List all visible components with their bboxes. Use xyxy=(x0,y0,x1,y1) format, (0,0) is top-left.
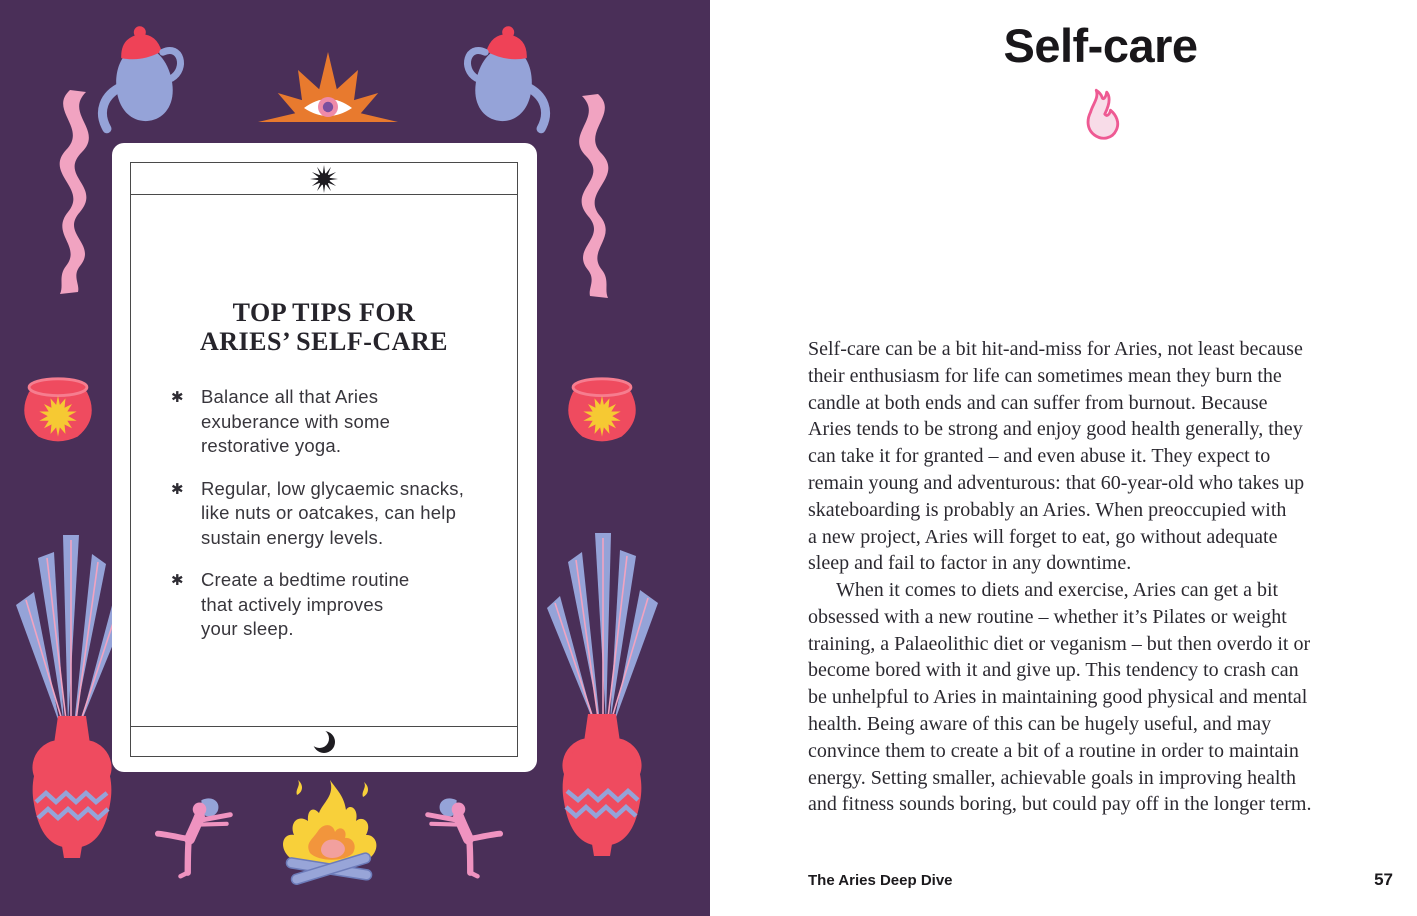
aloe-plant-vase-icon xyxy=(536,528,666,863)
card-header xyxy=(131,163,517,195)
page-title: Self-care xyxy=(1003,19,1198,72)
tip-item xyxy=(171,477,497,551)
body-paragraph-1: Self-care can be a bit hit-and-miss for Aries, not least because their enthusiasm for life can sometimes mean they burn the candle at both ends and can suffer from burnout. Because Aries tends to be strong and enjoy good health generally, they can take it for granted – and even abuse it. They expect to remain young and adventurous: that 60-year-old who takes up skateboarding is probably an Aries. When preoccupied with a new project, Aries will forget to eat, go without adequate sleep and fail to factor in any downtime. xyxy=(808,338,1305,575)
campfire-icon xyxy=(260,776,400,891)
page-number: 57 xyxy=(1374,870,1393,889)
wavy-ribbon-icon xyxy=(558,92,638,300)
card-title-line1: TOP TIPS FOR xyxy=(232,298,416,327)
card-footer xyxy=(131,726,517,756)
card-frame xyxy=(130,162,518,757)
star-asterisk-icon: ✱ xyxy=(171,480,184,498)
sun-icon xyxy=(309,164,339,194)
star-asterisk-icon: ✱ xyxy=(171,572,184,589)
tips-list xyxy=(171,385,497,660)
wavy-ribbon-icon xyxy=(30,88,110,296)
body-paragraph-2: When it comes to diets and exercise, Aries can get a bit obsessed with a new routine – whether it’s Pilates or weight training, a Palaeolithic diet or veganism – but then overdo it or become bored with it and give up. This tendency to crash can be unhelpful to Aries in maintaining good physical and mental health. Being aware of this can be hugely useful, and may convince them to create a bit of a routine in order to maintain energy. Setting smaller, achievable goals in improving health and fitness sounds boring, but could pay off in the longer term. xyxy=(808,579,1312,816)
sun-pot-icon xyxy=(16,362,100,446)
tip-item xyxy=(171,385,497,459)
tip-text: Regular, low glycaemic snacks, like nuts or oatcakes, can help sustain energy levels. xyxy=(201,477,465,548)
dancer-icon xyxy=(418,793,508,879)
running-footer: The Aries Deep Dive xyxy=(808,872,953,889)
right-page xyxy=(710,0,1417,916)
teapot-icon xyxy=(458,24,560,136)
card-title-line2: ARIES’ SELF-CARE xyxy=(199,327,449,356)
tip-text: Balance all that Aries exuberance with some restorative yoga. xyxy=(201,386,391,456)
star-asterisk-icon: ✱ xyxy=(171,389,184,406)
sunburst-eye-icon xyxy=(258,42,400,126)
card-title xyxy=(131,298,517,356)
flame-icon xyxy=(1082,86,1120,144)
tip-text: Create a bedtime routine that actively improves your sleep. xyxy=(201,569,410,639)
tip-item xyxy=(171,568,497,642)
dancer-icon xyxy=(150,793,240,879)
crescent-moon-icon xyxy=(311,729,337,755)
sun-pot-icon xyxy=(560,362,644,446)
tips-card xyxy=(112,143,537,772)
title-flame-wrap xyxy=(808,86,1393,149)
